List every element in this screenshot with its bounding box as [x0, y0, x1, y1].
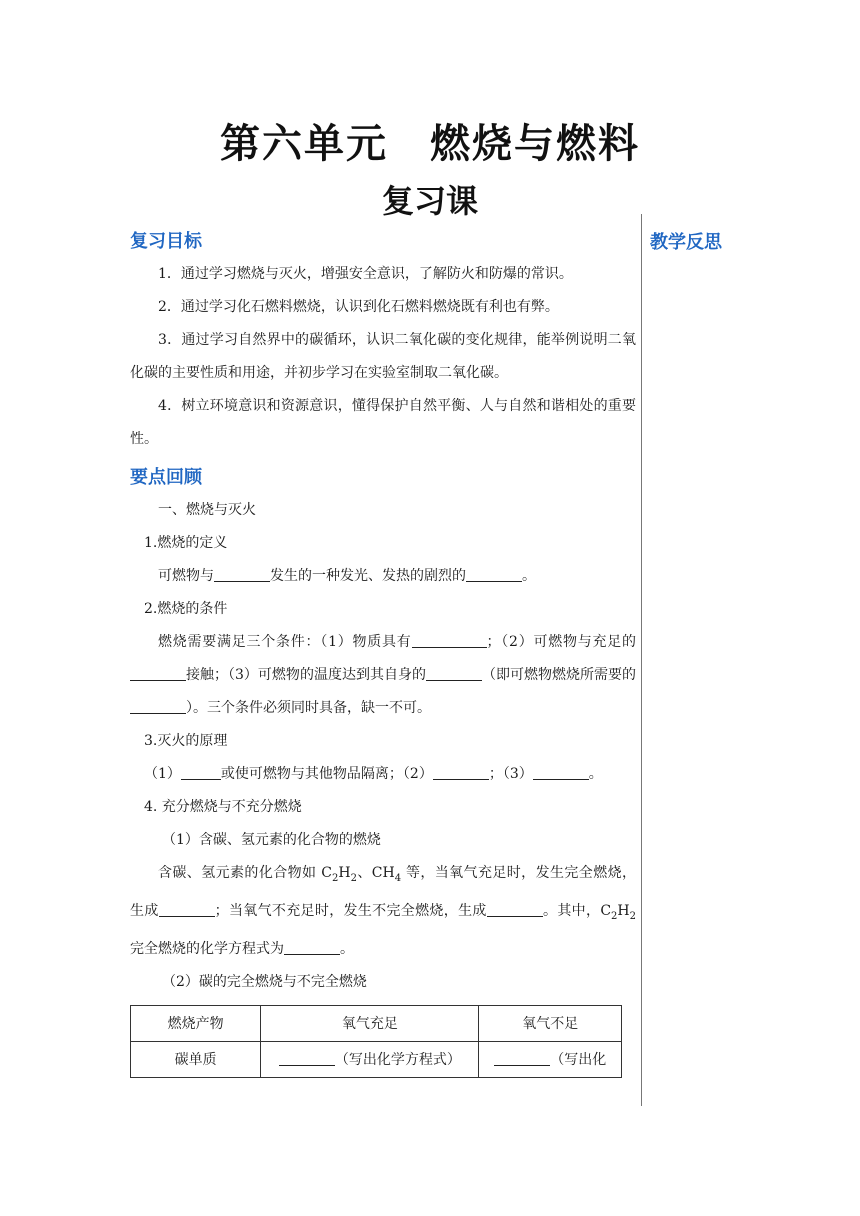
definition-paragraph: 可燃物与 发生的一种发光、发热的剧烈的 。: [130, 560, 636, 593]
table-header-cell: 氧气不足: [479, 1005, 622, 1041]
combustion-table: [130, 1005, 622, 1078]
blank-line[interactable]: [494, 1049, 550, 1066]
page-title: 第六单元 燃烧与燃料: [220, 121, 640, 167]
blank-line[interactable]: [181, 763, 221, 780]
blank-line[interactable]: [466, 565, 522, 582]
page-subtitle: 复习课: [381, 182, 478, 220]
blank-line[interactable]: [159, 900, 215, 917]
subsection-title: 1.燃烧的定义: [144, 535, 228, 551]
subsection-title: （2）碳的完全燃烧与不完全燃烧: [162, 973, 367, 990]
blank-line[interactable]: [130, 697, 186, 714]
blank-line[interactable]: [130, 664, 186, 681]
blank-line[interactable]: [412, 631, 487, 648]
blank-line[interactable]: [426, 664, 482, 681]
blank-line[interactable]: [214, 565, 270, 582]
main-column: [130, 226, 636, 1078]
subsection-title: 4. 充分燃烧与不充分燃烧: [144, 799, 302, 815]
section-title: 一、燃烧与灭火: [158, 502, 256, 518]
goal-item: 2．通过学习化石燃料燃烧，认识到化石燃料燃烧既有利也有弊。: [158, 299, 559, 315]
conditions-paragraph: 燃烧需要满足三个条件：（1）物质具有 ；（2）可燃物与充足的接触；（3）可燃物的温度达到其自身的 （即可燃物燃烧所需要的）。三个条件必须同时具备，缺一不可。: [130, 626, 636, 725]
combustion-paragraph: 含碳、氢元素的化合物如 $C_2H_2$、$CH_4$ 等，当氧气充足时，发生完全燃烧，生成 ；当氧气不充足时，发生不完全燃烧，生成 。其中，$C_2H_2$ 完全燃烧的化学方程式为 。: [130, 865, 637, 957]
extinguish-paragraph: （1） 或使可燃物与其他物品隔离；（2） ；（3） 。: [130, 758, 636, 791]
subsection-title: （1）含碳、氢元素的化合物的燃烧: [162, 832, 381, 848]
side-heading-reflection: 教学反思: [650, 232, 722, 253]
blank-line[interactable]: [533, 763, 589, 780]
table-row: [131, 1041, 622, 1077]
review-heading: 要点回顾: [130, 467, 202, 488]
table-header-row: [131, 1005, 622, 1041]
goal-item: 3．通过学习自然界中的碳循环，认识二氧化碳的变化规律，能举例说明二氧化碳的主要性质和用途，并初步学习在实验室制取二氧化碳。: [130, 332, 636, 381]
goals-heading: 复习目标: [130, 231, 202, 252]
subsection-title: 2.燃烧的条件: [144, 601, 228, 617]
table-cell: （写出化: [479, 1041, 622, 1077]
goal-item: 4．树立环境意识和资源意识，懂得保护自然平衡、人与自然和谐相处的重要性。: [130, 398, 636, 447]
table-header-cell: 氧气充足: [261, 1005, 479, 1041]
blank-line[interactable]: [279, 1049, 335, 1066]
blank-line[interactable]: [284, 938, 340, 955]
subsection-title: 3.灭火的原理: [144, 733, 228, 749]
column-divider: [641, 214, 642, 1106]
blank-line[interactable]: [433, 763, 489, 780]
goal-item: 1．通过学习燃烧与灭火，增强安全意识，了解防火和防爆的常识。: [158, 266, 573, 282]
blank-line[interactable]: [487, 900, 543, 917]
table-cell: 碳单质: [131, 1041, 261, 1077]
table-cell: （写出化学方程式）: [261, 1041, 479, 1077]
table-header-cell: 燃烧产物: [131, 1005, 261, 1041]
